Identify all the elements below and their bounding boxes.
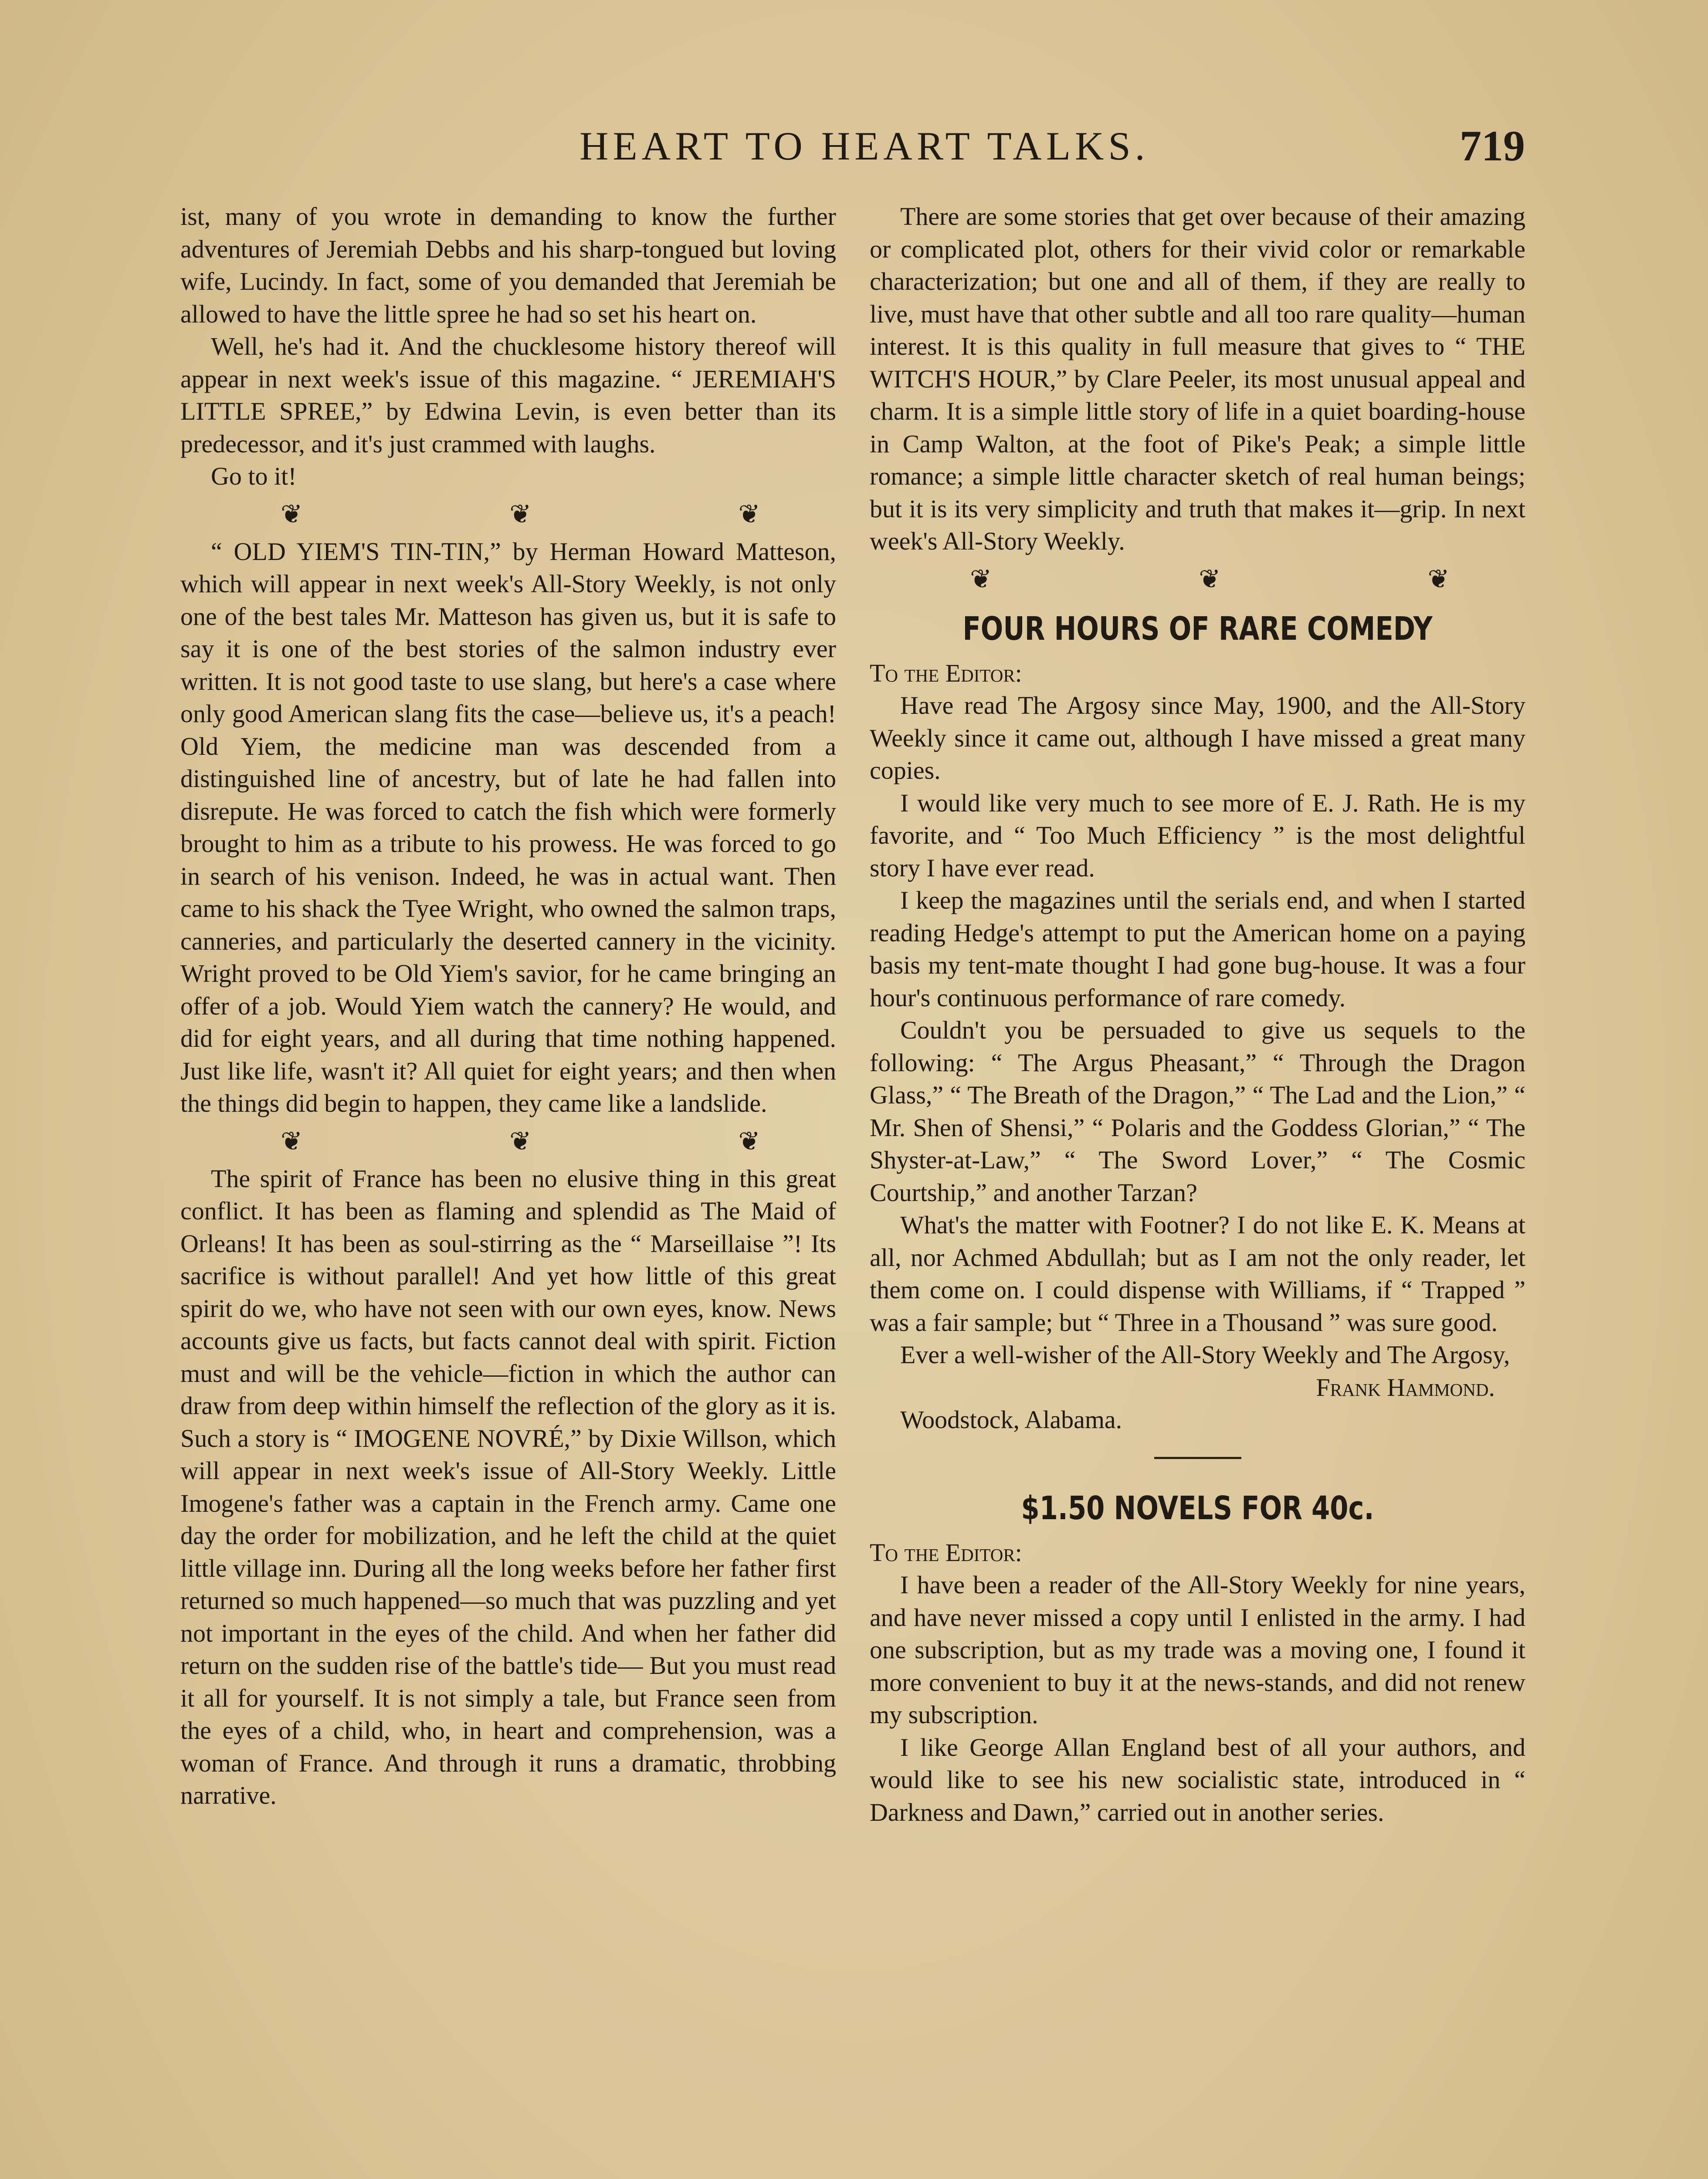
letter-paragraph: I like George Allan England best of all your authors, and would like to see his new socialistic state, introduced in “ Darkness and Dawn,” carried out in another series. xyxy=(870,1733,1525,1826)
right-column xyxy=(870,200,1550,1829)
paragraph-go-to-it: Go to it! xyxy=(211,462,297,490)
letter-heading-four-hours: FOUR HOURS OF RARE COMEDY xyxy=(962,610,1433,648)
ornament-divider: ❦ ❦ ❦ xyxy=(281,1127,861,1156)
left-column xyxy=(180,200,861,1812)
paragraph-witchs-hour: There are some stories that get over because of their amazing or complicated plot, others for their vivid color or remarkable characterization; but one and all of them, if they are really to live, must have that other subtle and all too rare quality—human interest. It is this quality in full measure that gives to “ THE WITCH'S HOUR,” by Clare Peeler, its most unusual appeal and charm. It is a simple little story of life in a quiet boarding-house in Camp Walton, at the foot of Pike's Peak; a simple little romance; a simple little character sketch of real human beings; but it is its very simplicity and truth that makes it—grip. In next week's All-Story Weekly. xyxy=(870,202,1525,555)
paragraph-old-yiem: “ OLD YIEM'S TIN-TIN,” by Herman Howard Matteson, which will appear in next week's All-Story Weekly, is not only one of the best tales Mr. Matteson has given us, but it is safe to say it is one of the best stories of the salmon industry ever written. It is not good taste to use slang, but here's a case where only good American slang fits the case—believe us, it's a peach! Old Yiem, the medicine man was descended from a distinguished line of ancestry, but of late he had fallen into disrepute. He was forced to catch the fish which were formerly brought to him as a tribute to his prowess. He was forced to go in search of his venison. Indeed, he was in actual want. Then came to his shack the Tyee Wright, who owned the salmon traps, canneries, and particularly the deserted cannery in the vicinity. Wright proved to be Old Yiem's savior, for he came bringing an offer of a job. Would Yiem watch the cannery? He would, and did for eight years, and all during that time nothing happened. Just like life, wasn't it? All quiet for eight years; and then when the things did begin to happen, they came like a landslide. xyxy=(180,537,836,1117)
running-title: HEART TO HEART TALKS. xyxy=(580,124,1149,168)
ornament-divider: ❦ ❦ ❦ xyxy=(281,499,861,529)
letter-salutation: To the Editor: xyxy=(870,1538,1022,1567)
paragraph-imogene-novre: The spirit of France has been no elusive thing in this great conflict. It has been as flaming and splendid as The Maid of Orleans! It has been as soul-stirring as the “ Marseillaise ”! Its sacrifice is without parallel! And yet how little of this great spirit do we, who have not seen with our own eyes, know. News accounts give us facts, but facts cannot deal with spirit. Fiction must and will be the vehicle—fiction in which the author can draw from deep within himself the reflection of the glory as it is. Such a story is “ IMOGENE NOVRÉ,” by Dixie Willson, which will appear in next week's issue of All-Story Weekly. Little Imogene's father was a captain in the French army. Came one day the order for mobilization, and he left the child at the quiet little village inn. During all the long weeks before her father first returned so much happened—so much that was puzzling and yet not important in the eyes of the child. And when her father did return on the sudden rise of the battle's tide— But you must read it all for yourself. It is not simply a tale, but France seen from the eyes of a child, who, in heart and comprehension, was a woman of France. And through it runs a dramatic, throbbing narrative. xyxy=(180,1164,836,1809)
paragraph-jeremiah-spree: Well, he's had it. And the chucklesome history thereof will appear in next week's issue of this magazine. “ JEREMIAH'S LITTLE SPREE,” by Edwina Levin, is even better than its predecessor, and it's just crammed with laughs. xyxy=(180,332,836,458)
letter-location: Woodstock, Alabama. xyxy=(900,1405,1122,1434)
letter-paragraph: What's the matter with Footner? I do not like E. K. Means at all, nor Achmed Abdullah; but as I am not the only reader, let them come on. I could dispense with Williams, if “ Trapped ” was a fair sample; but “ Three in a Thousand ” was sure good. xyxy=(870,1211,1525,1337)
ornament-divider: ❦ ❦ ❦ xyxy=(970,564,1550,594)
letter-paragraph: Have read The Argosy since May, 1900, and the All-Story Weekly since it came out, although I have missed a great many copies. xyxy=(870,691,1525,784)
paragraph-jeremiah-intro: ist, many of you wrote in demanding to know the further adventures of Jeremiah Debbs and his sharp-tongued but loving wife, Lucindy. In fact, some of you demanded that Jeremiah be allowed to have the little spree he had so set his heart on. xyxy=(180,202,836,328)
letter-paragraph: I would like very much to see more of E. J. Rath. He is my favorite, and “ Too Much Efficiency ” is the most delightful story I have ever read. xyxy=(870,788,1525,882)
running-head xyxy=(0,118,1708,174)
letter-paragraph: Ever a well-wisher of the All-Story Weekly and The Argosy, xyxy=(900,1341,1510,1369)
letter-paragraph: Couldn't you be persuaded to give us sequels to the following: “ The Argus Pheasant,” “ Through the Dragon Glass,” “ The Breath of the Dragon,” “ The Lad and the Lion,” “ Mr. Shen of Shensi,” “ Polaris and the Goddess Glorian,” “ The Shyster-at-Law,” “ The Sword Lover,” “ The Cosmic Courtship,” and another Tarzan? xyxy=(870,1016,1525,1207)
section-rule xyxy=(870,1436,1525,1480)
letter-paragraph: I have been a reader of the All-Story Weekly for nine years, and have never missed a copy until I enlisted in the army. I had one subscription, but as my trade was a moving one, I found it more convenient to buy it at the news-stands, and did not renew my subscription. xyxy=(870,1571,1525,1729)
page-number: 719 xyxy=(1460,122,1525,170)
letter-paragraph: I keep the magazines until the serials end, and when I started reading Hedge's attempt to put the American home on a paying basis my tent-mate thought I had gone bug-house. It was a four hour's continuous performance of rare comedy. xyxy=(870,886,1525,1012)
letter-signature: Frank Hammond. xyxy=(1316,1373,1495,1402)
letter-heading-novels: $1.50 NOVELS FOR 40c. xyxy=(1021,1489,1374,1527)
letter-salutation: To the Editor: xyxy=(870,658,1022,687)
